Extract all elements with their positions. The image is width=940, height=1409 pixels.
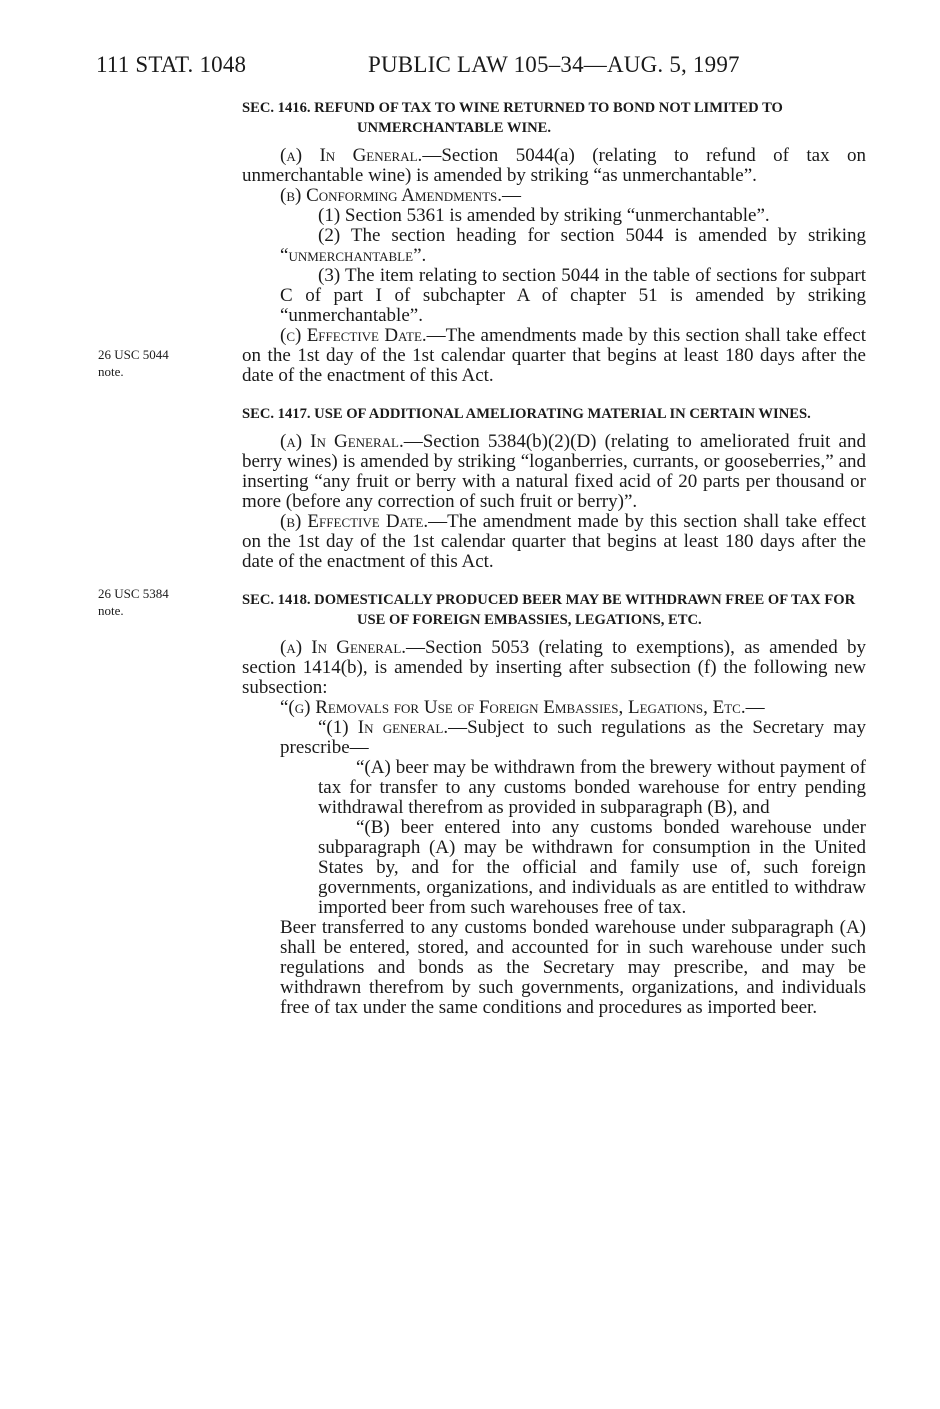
- paragraph-b2: [242, 226, 866, 266]
- paragraph-a: [242, 432, 866, 512]
- closing-paragraph: Beer transferred to any customs bonded warehouse under subparagraph (A) shall be entered, stored, and accounted for in such warehouse under such regulations and bonds as the Secretary may prescribe, and may be withdrawn therefrom by such governments, organizations, and individuals free of tax under the same conditions and procedures as imported beer.: [280, 917, 866, 1018]
- paragraph-label: (b) Effective Date.: [280, 511, 429, 532]
- small-caps-text: unmerchantable: [288, 245, 414, 266]
- paragraph-text: —The amendments made by this section shall take effect on the 1st day of the 1st calendar quarter that begins at least 180 days after the date of the enactment of this Act.: [242, 325, 866, 386]
- paragraph-label: (a) In General.: [280, 637, 407, 658]
- section-1416-body: [242, 146, 866, 386]
- page-citation: 111 STAT. 1048: [96, 52, 247, 77]
- subsection-g: [242, 698, 866, 718]
- paragraph-text: —Section 5384(b)(2)(D) (relating to ameliorated fruit and berry wines) is amended by striking “loganberries, currants, or gooseberries,” and inserting “any fruit or berry with a natural fixed acid of 20 parts per thousand or more (before any correction of such fruit or berry)”.: [242, 431, 866, 512]
- margin-note-line: 26 USC 5044: [98, 347, 169, 362]
- paragraph-text: —Section 5044(a) (relating to refund of tax on unmerchantable wine) is amended by striking “as unmerchantable”.: [242, 145, 866, 186]
- paragraph-c: [242, 326, 866, 386]
- main-text: [242, 98, 866, 1018]
- margin-note-5044: [98, 346, 218, 380]
- paragraph-label: (a) In General.: [280, 431, 404, 452]
- paragraph-text: ”.: [413, 245, 427, 266]
- margin-note-line: note.: [98, 364, 124, 379]
- paragraph-a: [242, 146, 866, 186]
- paragraph-b: [242, 186, 866, 206]
- paragraph-g1: [242, 718, 866, 758]
- paragraph-label: “(1) In general.: [318, 717, 449, 738]
- section-1418-heading: SEC. 1418. DOMESTICALLY PRODUCED BEER MAY BE WITHDRAWN FREE OF TAX FOR USE OF FOREIGN EMBASSIES, LEGATIONS, ETC.: [242, 592, 856, 628]
- paragraph-label: (a) In General.: [280, 145, 423, 166]
- section-1416-heading: SEC. 1416. REFUND OF TAX TO WINE RETURNED TO BOND NOT LIMITED TO UNMERCHANTABLE WINE.: [242, 100, 783, 136]
- paragraph-text: —Section 5053 (relating to exemptions), as amended by section 1414(b), is amended by inserting after subsection (f) the following new subsection:: [242, 637, 866, 698]
- section-1417-heading: SEC. 1417. USE OF ADDITIONAL AMELIORATING MATERIAL IN CERTAIN WINES.: [242, 406, 811, 422]
- running-header: [0, 52, 940, 86]
- paragraph-text: (2) The section heading for section 5044 is amended by striking “: [280, 225, 866, 266]
- paragraph-label: “(g) Removals for Use of Foreign Embassies, Legations, Etc.: [280, 697, 746, 718]
- paragraph-label: (b) Conforming Amendments.: [280, 185, 502, 206]
- margin-note-5384: [98, 585, 218, 619]
- paragraph-text: —The amendment made by this section shall take effect on the 1st day of the 1st calendar quarter that begins at least 180 days after the date of the enactment of this Act.: [242, 511, 866, 572]
- paragraph-dash: —: [745, 697, 765, 718]
- paragraph-label: (c) Effective Date.: [280, 325, 427, 346]
- subparagraph-B: “(B) beer entered into any customs bonded warehouse under subparagraph (A) may be withdrawn for consumption in the United States by, and for the official and family use of, such foreign governments, organizations, and individuals as are entitled to withdraw imported beer from such warehouses free of tax.: [318, 817, 866, 918]
- section-1417-body: [242, 432, 866, 572]
- paragraph-b3: (3) The item relating to section 5044 in the table of sections for subpart C of part I of subchapter A of chapter 51 is amended by striking “unmerchantable”.: [280, 265, 866, 326]
- paragraph-a: [242, 638, 866, 698]
- subparagraph-A: “(A) beer may be withdrawn from the brewery without payment of tax for transfer to any customs bonded warehouse for entry pending withdrawal therefrom as provided in subparagraph (B), and: [318, 757, 866, 818]
- paragraph-b1: (1) Section 5361 is amended by striking “unmerchantable”.: [318, 205, 770, 226]
- paragraph-text: —Subject to such regulations as the Secretary may prescribe—: [280, 717, 866, 758]
- paragraph-b: [242, 512, 866, 572]
- margin-note-line: 26 USC 5384: [98, 586, 169, 601]
- paragraph-dash: —: [502, 185, 521, 206]
- margin-note-line: note.: [98, 603, 124, 618]
- law-title: PUBLIC LAW 105–34—AUG. 5, 1997: [368, 52, 740, 77]
- section-1418-body: [242, 638, 866, 1018]
